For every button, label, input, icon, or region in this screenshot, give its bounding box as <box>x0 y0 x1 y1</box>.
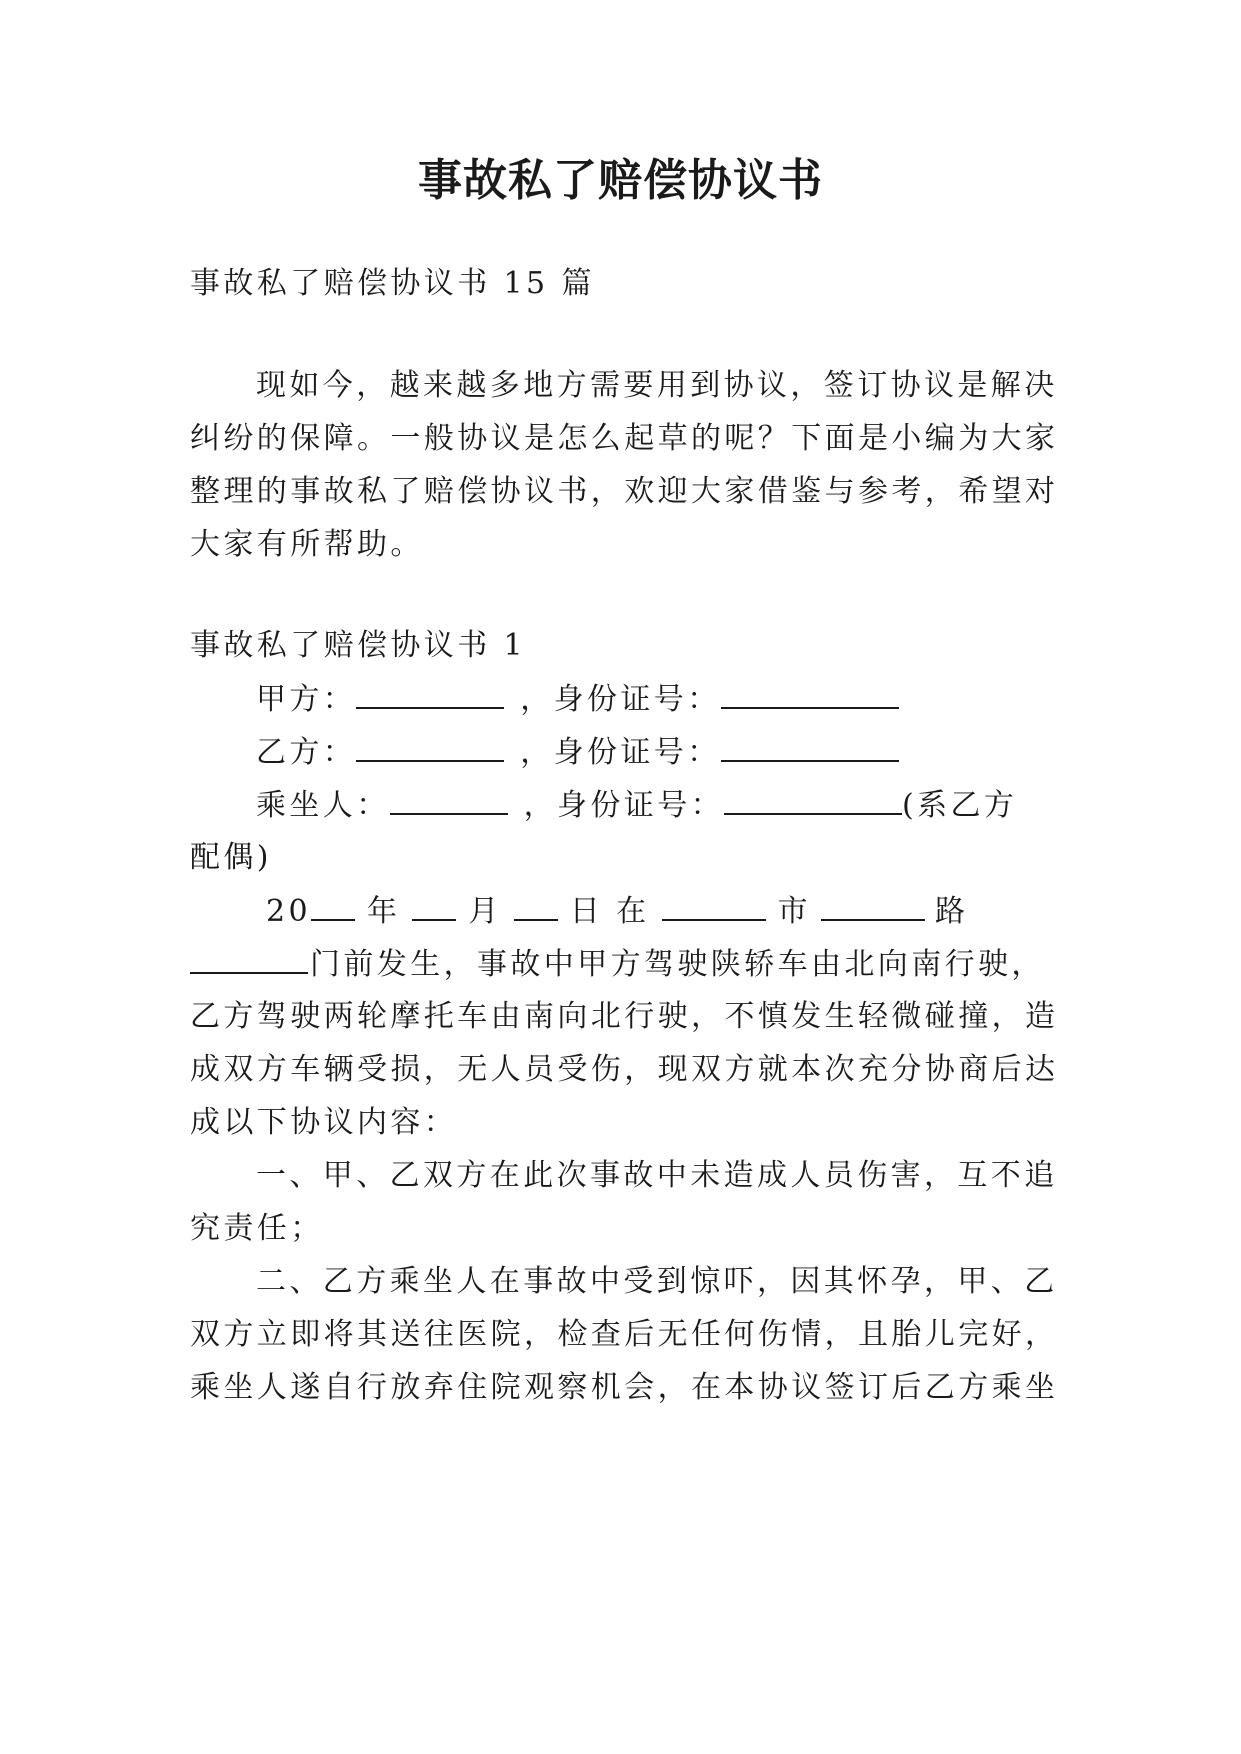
passenger-note: (系乙方 <box>902 788 1018 823</box>
intro-line-4: 大家有所帮助。 <box>190 527 424 562</box>
party-a-label: 甲方： <box>256 682 357 717</box>
party-a-line <box>256 677 1050 721</box>
clause-1-line-2: 究责任； <box>190 1211 324 1246</box>
day-label: 日 在 <box>569 894 650 929</box>
year-label: 年 <box>366 894 401 929</box>
intro-line-1: 现如今，越来越多地方需要用到协议，签订协议是解决 <box>256 368 1058 403</box>
day-blank <box>514 889 558 921</box>
city-blank <box>662 889 766 921</box>
clause-2-line-2: 双方立即将其送往医院，检查后无任何伤情，且胎儿完好， <box>190 1317 1059 1352</box>
location-blank <box>190 942 308 974</box>
passenger-id-label: ，身份证号： <box>523 788 725 823</box>
accident-line-2: 乙方驾驶两轮摩托车由南向北行驶，不慎发生轻微碰撞，造 <box>190 999 1059 1034</box>
city-label: 市 <box>777 894 811 929</box>
clause-2-line-3: 乘坐人遂自行放弃住院观察机会，在本协议签订后乙方乘坐 <box>190 1370 1059 1405</box>
party-a-name-blank <box>356 677 504 709</box>
accident-line-4: 成以下协议内容： <box>190 1105 458 1140</box>
intro-line-2: 纠纷的保障。一般协议是怎么起草的呢？下面是小编为大家 <box>190 421 1059 456</box>
party-b-id-blank <box>721 730 899 762</box>
passenger-label: 乘坐人： <box>256 788 390 823</box>
section-heading: 事故私了赔偿协议书 1 <box>190 628 527 663</box>
road-blank <box>821 889 925 921</box>
clause-2-line-1: 二、乙方乘坐人在事故中受到惊吓，因其怀孕，甲、乙 <box>256 1264 1058 1299</box>
date-prefix: 20 <box>266 894 311 929</box>
party-b-name-blank <box>356 730 504 762</box>
road-label: 路 <box>934 894 969 929</box>
party-b-id-label: ，身份证号： <box>520 735 721 770</box>
document-title: 事故私了赔偿协议书 <box>418 155 823 206</box>
month-label: 月 <box>468 894 502 929</box>
party-a-id-label: ，身份证号： <box>520 682 721 717</box>
accident-line-1 <box>190 942 1050 986</box>
passenger-name-blank <box>390 783 508 815</box>
date-place-line <box>266 889 1050 933</box>
party-a-id-blank <box>721 677 899 709</box>
passenger-id-blank <box>724 783 902 815</box>
accident-line-3: 成双方车辆受损，无人员受伤，现双方就本次充分协商后达 <box>190 1052 1059 1087</box>
passenger-note-cont: 配偶) <box>190 840 272 875</box>
clause-1-line-1: 一、甲、乙双方在此次事故中未造成人员伤害，互不追 <box>256 1158 1058 1193</box>
accident-line-1-text: 门前发生，事故中甲方驾驶陕轿车由北向南行驶， <box>310 947 1045 982</box>
intro-line-3: 整理的事故私了赔偿协议书，欢迎大家借鉴与参考，希望对 <box>190 474 1059 509</box>
month-blank <box>412 889 456 921</box>
year-blank <box>311 889 355 921</box>
passenger-line <box>256 783 1050 827</box>
document-subtitle: 事故私了赔偿协议书 15 篇 <box>190 266 595 301</box>
party-b-label: 乙方： <box>256 735 357 770</box>
party-b-line <box>256 730 1050 774</box>
